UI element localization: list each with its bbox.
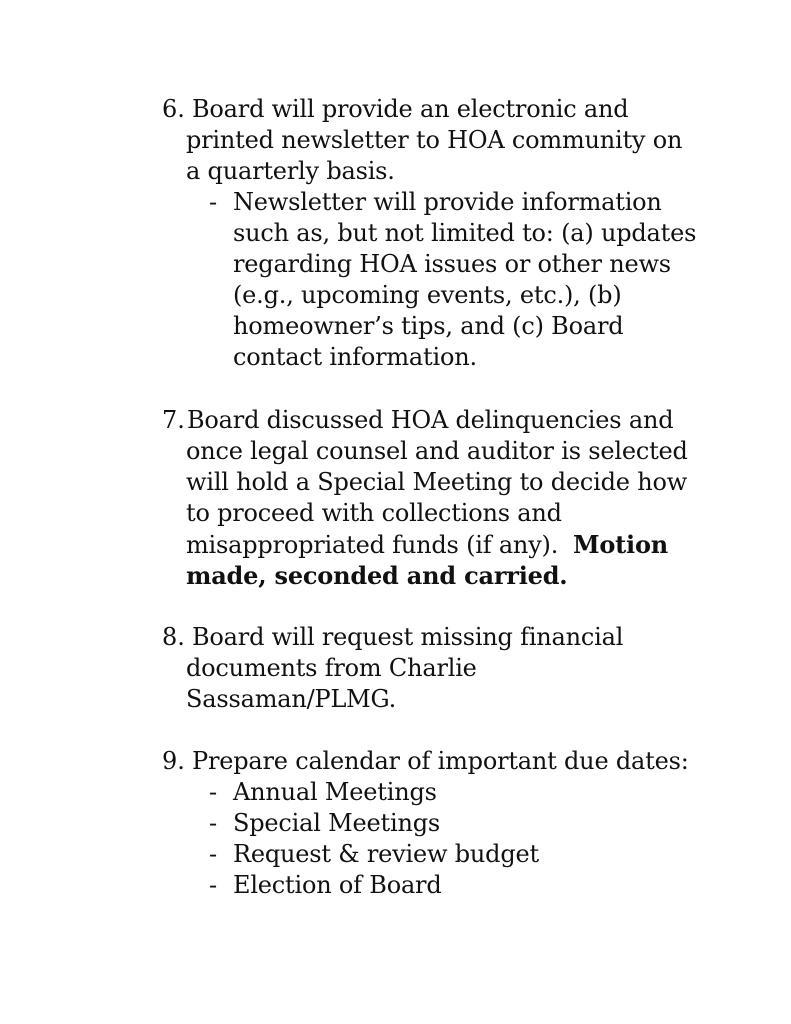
motion-label: Motion bbox=[573, 530, 669, 559]
item-7-line-5-text: misappropriated funds (if any). bbox=[186, 531, 559, 559]
item-8-number: 8. bbox=[162, 623, 185, 651]
item-6-line-2: printed newsletter to HOA community on bbox=[186, 126, 683, 154]
item-6-bullet-line-6: contact information. bbox=[233, 343, 477, 371]
item-9-heading: Prepare calendar of important due dates: bbox=[192, 747, 689, 775]
item-7-line-2: once legal counsel and auditor is selected bbox=[186, 437, 688, 465]
item-9-bullet-4: Election of Board bbox=[233, 871, 442, 899]
motion-result: made, seconded and carried. bbox=[186, 561, 568, 590]
item-6-bullet-line-2: such as, but not limited to: (a) updates bbox=[233, 219, 697, 247]
item-9-number: 9. bbox=[162, 747, 185, 775]
item-7-number: 7. bbox=[162, 406, 185, 434]
item-6-bullet-line-1: Newsletter will provide information bbox=[233, 188, 662, 216]
item-7-line-4: to proceed with collections and bbox=[186, 499, 562, 527]
item-6-bullet-dash: - bbox=[209, 188, 218, 216]
item-7-line-5 bbox=[186, 529, 668, 561]
item-7-line-1: Board discussed HOA delinquencies and bbox=[187, 406, 674, 434]
item-9-bullet-2-dash: - bbox=[209, 809, 218, 837]
item-6-line-1: Board will provide an electronic and bbox=[192, 95, 629, 123]
item-8-line-3: Sassaman/PLMG. bbox=[186, 685, 397, 713]
item-6-line-3: a quarterly basis. bbox=[186, 157, 395, 185]
item-6-bullet-line-3: regarding HOA issues or other news bbox=[233, 250, 671, 278]
item-6-number: 6. bbox=[162, 95, 185, 123]
item-9-bullet-3: Request & review budget bbox=[233, 840, 539, 868]
item-9-bullet-2: Special Meetings bbox=[233, 809, 440, 837]
item-6-bullet-line-5: homeowner’s tips, and (c) Board bbox=[233, 312, 624, 340]
item-9-bullet-1: Annual Meetings bbox=[233, 778, 437, 806]
item-9-bullet-4-dash: - bbox=[209, 871, 218, 899]
item-8-line-1: Board will request missing financial bbox=[192, 623, 624, 651]
item-6-bullet-line-4: (e.g., upcoming events, etc.), (b) bbox=[233, 281, 622, 309]
item-9-bullet-3-dash: - bbox=[209, 840, 218, 868]
item-8-line-2: documents from Charlie bbox=[186, 654, 477, 682]
item-7-line-3: will hold a Special Meeting to decide how bbox=[186, 468, 688, 496]
item-9-bullet-1-dash: - bbox=[209, 778, 218, 806]
